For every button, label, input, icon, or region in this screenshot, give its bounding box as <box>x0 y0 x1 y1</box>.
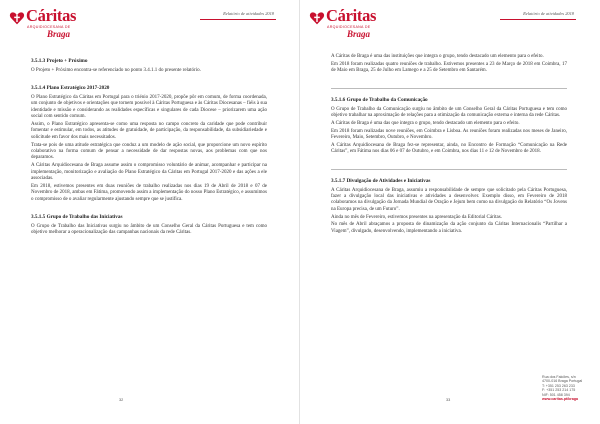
paragraph: Ainda no mês de Fevereiro, estivemos presentes na apresentação da Editorial Cáritas. <box>331 214 502 220</box>
header-rule <box>500 19 576 20</box>
address-line: 4700-016 Braga Portugal <box>542 379 583 384</box>
address-block <box>542 375 582 401</box>
paragraph: Em 2018 foram realizadas nove reuniões, em Coimbra e Lisboa. As reuniões foram realizadas nos meses de Janeiro, Fevereiro, Maio, Setembro, Outubro, e Novembro. <box>331 128 567 140</box>
page-number: 32 <box>119 398 124 402</box>
paragraph: O Projeto + Próximo encontra-se referenciado no ponto 3.4.1.1 do presente relatório. <box>31 67 201 73</box>
logo-subtitle: ARQUIDIOCESANA DE <box>27 25 71 29</box>
paragraph: O Plano Estratégico da Cáritas em Portugal para o triénio 2017-2020, propõe pôr em comum, de forma coordenada, um conjunto de objetivos e orientações que tornem possível à Cáritas Portuguesa e às Cáritas Diocesanas – fiéis à sua identidade e missão e considerando as realidades específicas e singulares de cada Diocese – priorizarem uma ação social com sentido comum. <box>31 94 267 120</box>
paragraph: A Cáritas de Braga é uma das instituições que integra o grupo, tendo destacado um elemento para o efeito. <box>331 54 544 59</box>
address-line: T: +351 253 263 233 <box>542 383 575 388</box>
logo-subtitle: ARQUIDIOCESANA DE <box>327 25 371 29</box>
paragraph: Assim, o Plano Estratégico apresenta-se como uma resposta no campo concreto da caridade que pode contribuir fomentar e estimular, em todos, as atitudes de gratuidade, de participação, da responsabilidade, da subsidiariedade e solicitude em favor dos mais necessitados. <box>31 122 267 140</box>
paragraph: A Cáritas Arquidiocesana de Braga assume assim o compromisso voluntário de animar, acompanhar e participar na implementação, monitorização e avaliação do Plano Estratégico da Cáritas em Portugal 2017-2020 e das ações a ele associadas. <box>31 163 267 182</box>
section-rule <box>331 169 567 170</box>
address-line: Rua dos Falcões, s/n <box>542 375 576 379</box>
section-title: 3.5.1.6 Grupo de Trabalho da Comunicação <box>331 97 428 103</box>
caritas-logo <box>309 8 389 44</box>
caritas-logo <box>9 8 89 44</box>
section-title: 3.5.1.3 Projeto + Próximo <box>31 58 88 64</box>
running-head: Relatório de atividades 2018 <box>223 11 274 16</box>
logo-city: Braga <box>47 29 71 39</box>
page-number: 33 <box>446 398 451 402</box>
page-content <box>31 48 267 238</box>
paragraph: No mês de Abril abraçamos a proposta de dinamização da ação conjunto da Cáritas Internacionalis “Partilhar a Viagem”, divulgado, desenvolvendo, implementando a iniciativa. <box>331 222 567 234</box>
paragraph: Em 2018 foram realizadas quatro reuniões de trabalho. Estivemos presentes a 23 de Março de 2018 em Coimbra, 17 de Maio em Braga, 25 de Julho em Lamego e a 25 de Setembro em Santarém. <box>331 61 567 74</box>
section-title: 3.5.1.4 Plano Estratégico 2017-2020 <box>31 85 110 92</box>
paragraph: A Cáritas Arquidiocesana de Braga, assumiu a responsabilidade de sempre que solicitado pela Cáritas Portuguesa, fazer a divulgação local das iniciativas e atividades a desenvolver. Exemplo disso, em Fevereiro de 2018 colaboramos na divulgação da Jornada Mundial de Oração e Jejum bem como na divulgação do Relatório “Os Jovens na Europa precisa, de um Futuro”. <box>331 187 567 212</box>
section-rule <box>331 88 567 89</box>
logo-name: Cáritas <box>326 6 377 25</box>
report-page-right <box>300 0 600 424</box>
section-title: 3.5.1.7 Divulgação de Atividades e Iniciativas <box>331 178 431 184</box>
address-line: NIF: 501 458 394 <box>542 392 570 397</box>
paragraph: A Cáritas Arquidiocesana de Braga fez-se representar, ainda, no Encontro de Formação “Comunicação na Rede Cáritas”, em Fátima nos dias 06 e 07 de Outubro, e em Coimbra, nos dias 11 e 12 de Novembro de 2018. <box>331 142 567 155</box>
heart-icon <box>9 10 25 26</box>
section-title: 3.5.1.5 Grupo de Trabalho das Iniciativas <box>31 214 123 221</box>
page-content <box>331 48 567 237</box>
header-rule <box>200 19 276 20</box>
website-link[interactable]: www.caritas.pt/braga <box>542 397 579 402</box>
heart-icon <box>309 10 325 26</box>
logo-name: Cáritas <box>26 6 77 25</box>
address-line: F: +351 253 214 175 <box>542 388 576 393</box>
paragraph: A Cáritas de Braga é uma das que integra o grupo, tendo destacado um elemento para o efeito. <box>331 120 520 126</box>
logo-city: Braga <box>347 29 371 39</box>
paragraph: Em 2018, estivemos presentes em duas reuniões de trabalho realizadas nos dias 19 de Abril de 2018 e 07 de Novembro de 2018, ambas em Fátima, promovendo assim a implementação do nosso Plano Estratégico, e assumimos o compromisso de o avaliar regularmente ajustando sempre que se justifica. <box>31 183 267 202</box>
paragraph: O Grupo de Trabalho das Iniciativas surgiu no âmbito de um Conselho Geral da Cáritas Portuguesa e tem como objetivo melhorar a operacionalização das campanhas nacionais da rede Cáritas. <box>31 224 267 236</box>
paragraph: O Grupo de Trabalho da Comunicação surgiu no âmbito de um Conselho Geral da Cáritas Portuguesa e tem como objetivo trabalhar na aproximação de relações para a otimização da comunicação externa e interna da rede Cáritas. <box>331 106 567 118</box>
running-head: Relatório de atividades 2018 <box>523 11 574 16</box>
paragraph: Trata-se pois de uma atitude estratégica que conduz a um modelo de ação social, que proporcione um novo espírito colaborativo na forma comum de pensar a necessidade de dar respostas novas, aos problemas com que nos deparamos. <box>31 142 267 161</box>
